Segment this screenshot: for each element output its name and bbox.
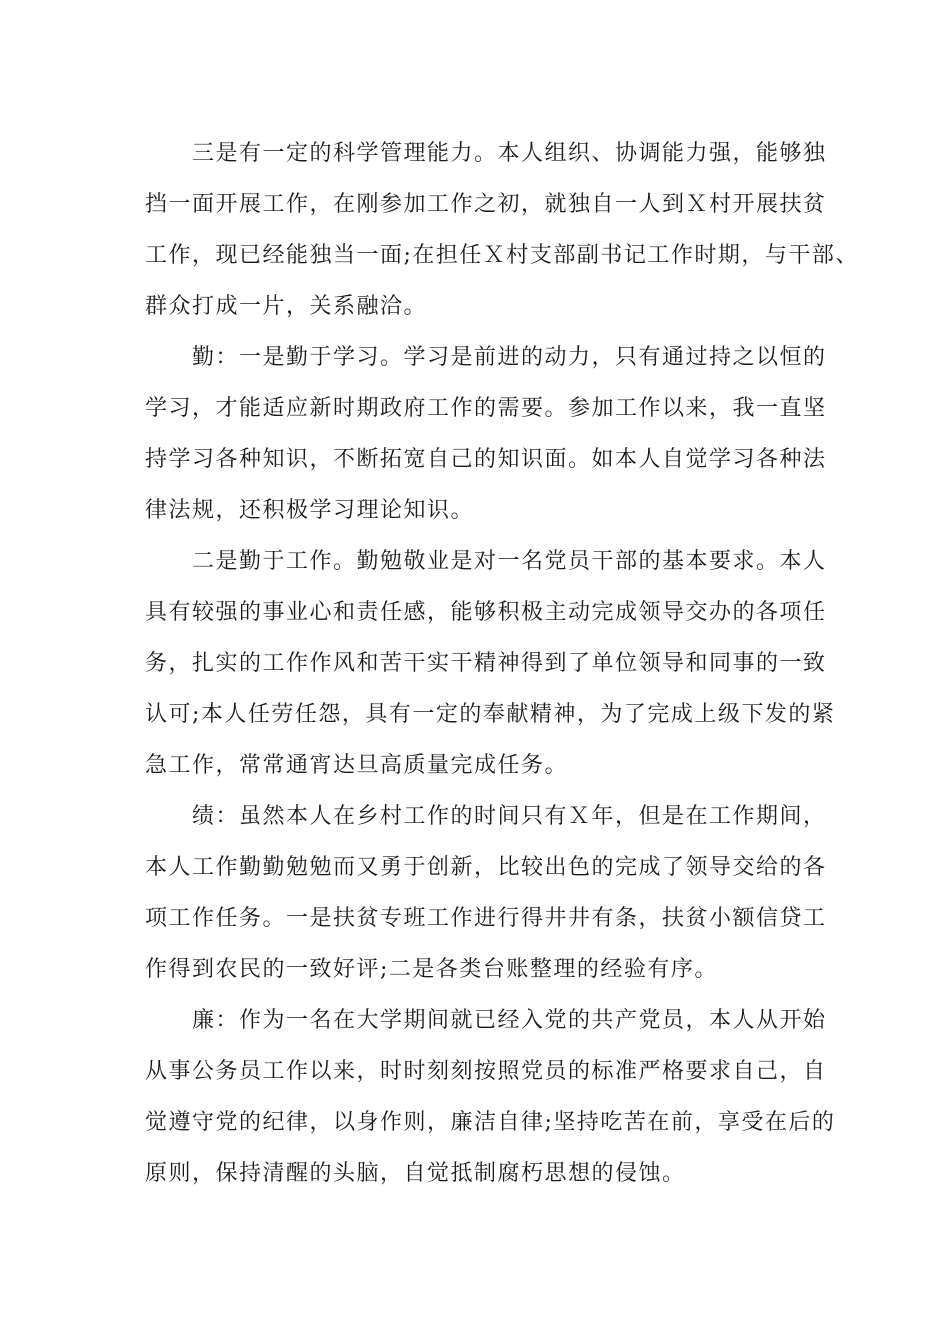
text-line: 持学习各种知识，不断拓宽自己的知识面。如本人自觉学习各种法 bbox=[145, 447, 827, 472]
text-line: 勤：一是勤于学习。学习是前进的动力，只有通过持之以恒的 bbox=[145, 345, 827, 370]
text-line: 本人工作勤勤勉勉而又勇于创新，比较出色的完成了领导交给的各 bbox=[145, 855, 827, 880]
text-line: 具有较强的事业心和责任感，能够积极主动完成领导交办的各项任 bbox=[145, 600, 827, 625]
paragraph-diligent-work bbox=[145, 536, 836, 791]
text-line: 工作，现已经能独当一面;在担任Ｘ村支部副书记工作时期，与干部、 bbox=[145, 243, 859, 268]
text-line: 律法规，还积极学习理论知识。 bbox=[145, 498, 475, 523]
text-line: 廉：作为一名在大学期间就已经入党的共产党员，本人从开始 bbox=[145, 1008, 827, 1033]
text-line: 原则，保持清醒的头脑，自觉抵制腐朽思想的侵蚀。 bbox=[145, 1161, 686, 1186]
text-line: 二是勤于工作。勤勉敬业是对一名党员干部的基本要求。本人 bbox=[145, 549, 827, 574]
text-line: 觉遵守党的纪律，以身作则，廉洁自律;坚持吃苦在前，享受在后的 bbox=[145, 1110, 836, 1135]
paragraph-management-ability bbox=[145, 128, 859, 332]
paragraph-achievements bbox=[145, 791, 825, 995]
text-line: 务，扎实的工作作风和苦干实干精神得到了单位领导和同事的一致 bbox=[145, 651, 827, 676]
text-line: 学习，才能适应新时期政府工作的需要。参加工作以来，我一直坚 bbox=[145, 396, 827, 421]
text-line: 挡一面开展工作，在刚参加工作之初，就独自一人到Ｘ村开展扶贫 bbox=[145, 192, 827, 217]
text-line: 认可;本人任劳任怨，具有一定的奉献精神，为了完成上级下发的紧 bbox=[145, 702, 836, 727]
text-line: 作得到农民的一致好评;二是各类台账整理的经验有序。 bbox=[145, 957, 718, 982]
paragraph-integrity bbox=[145, 995, 836, 1199]
text-line: 从事公务员工作以来，时时刻刻按照党员的标准严格要求自己，自 bbox=[145, 1059, 827, 1084]
text-line: 项工作任务。一是扶贫专班工作进行得井井有条，扶贫小额信贷工 bbox=[145, 906, 827, 931]
text-line: 急工作，常常通宵达旦高质量完成任务。 bbox=[145, 753, 569, 778]
paragraph-diligent-study bbox=[145, 332, 825, 536]
text-line: 三是有一定的科学管理能力。本人组织、协调能力强，能够独 bbox=[145, 141, 827, 166]
text-line: 绩：虽然本人在乡村工作的时间只有Ｘ年，但是在工作期间， bbox=[145, 804, 827, 829]
text-line: 群众打成一片，关系融洽。 bbox=[145, 294, 428, 319]
document-body bbox=[145, 128, 859, 1199]
